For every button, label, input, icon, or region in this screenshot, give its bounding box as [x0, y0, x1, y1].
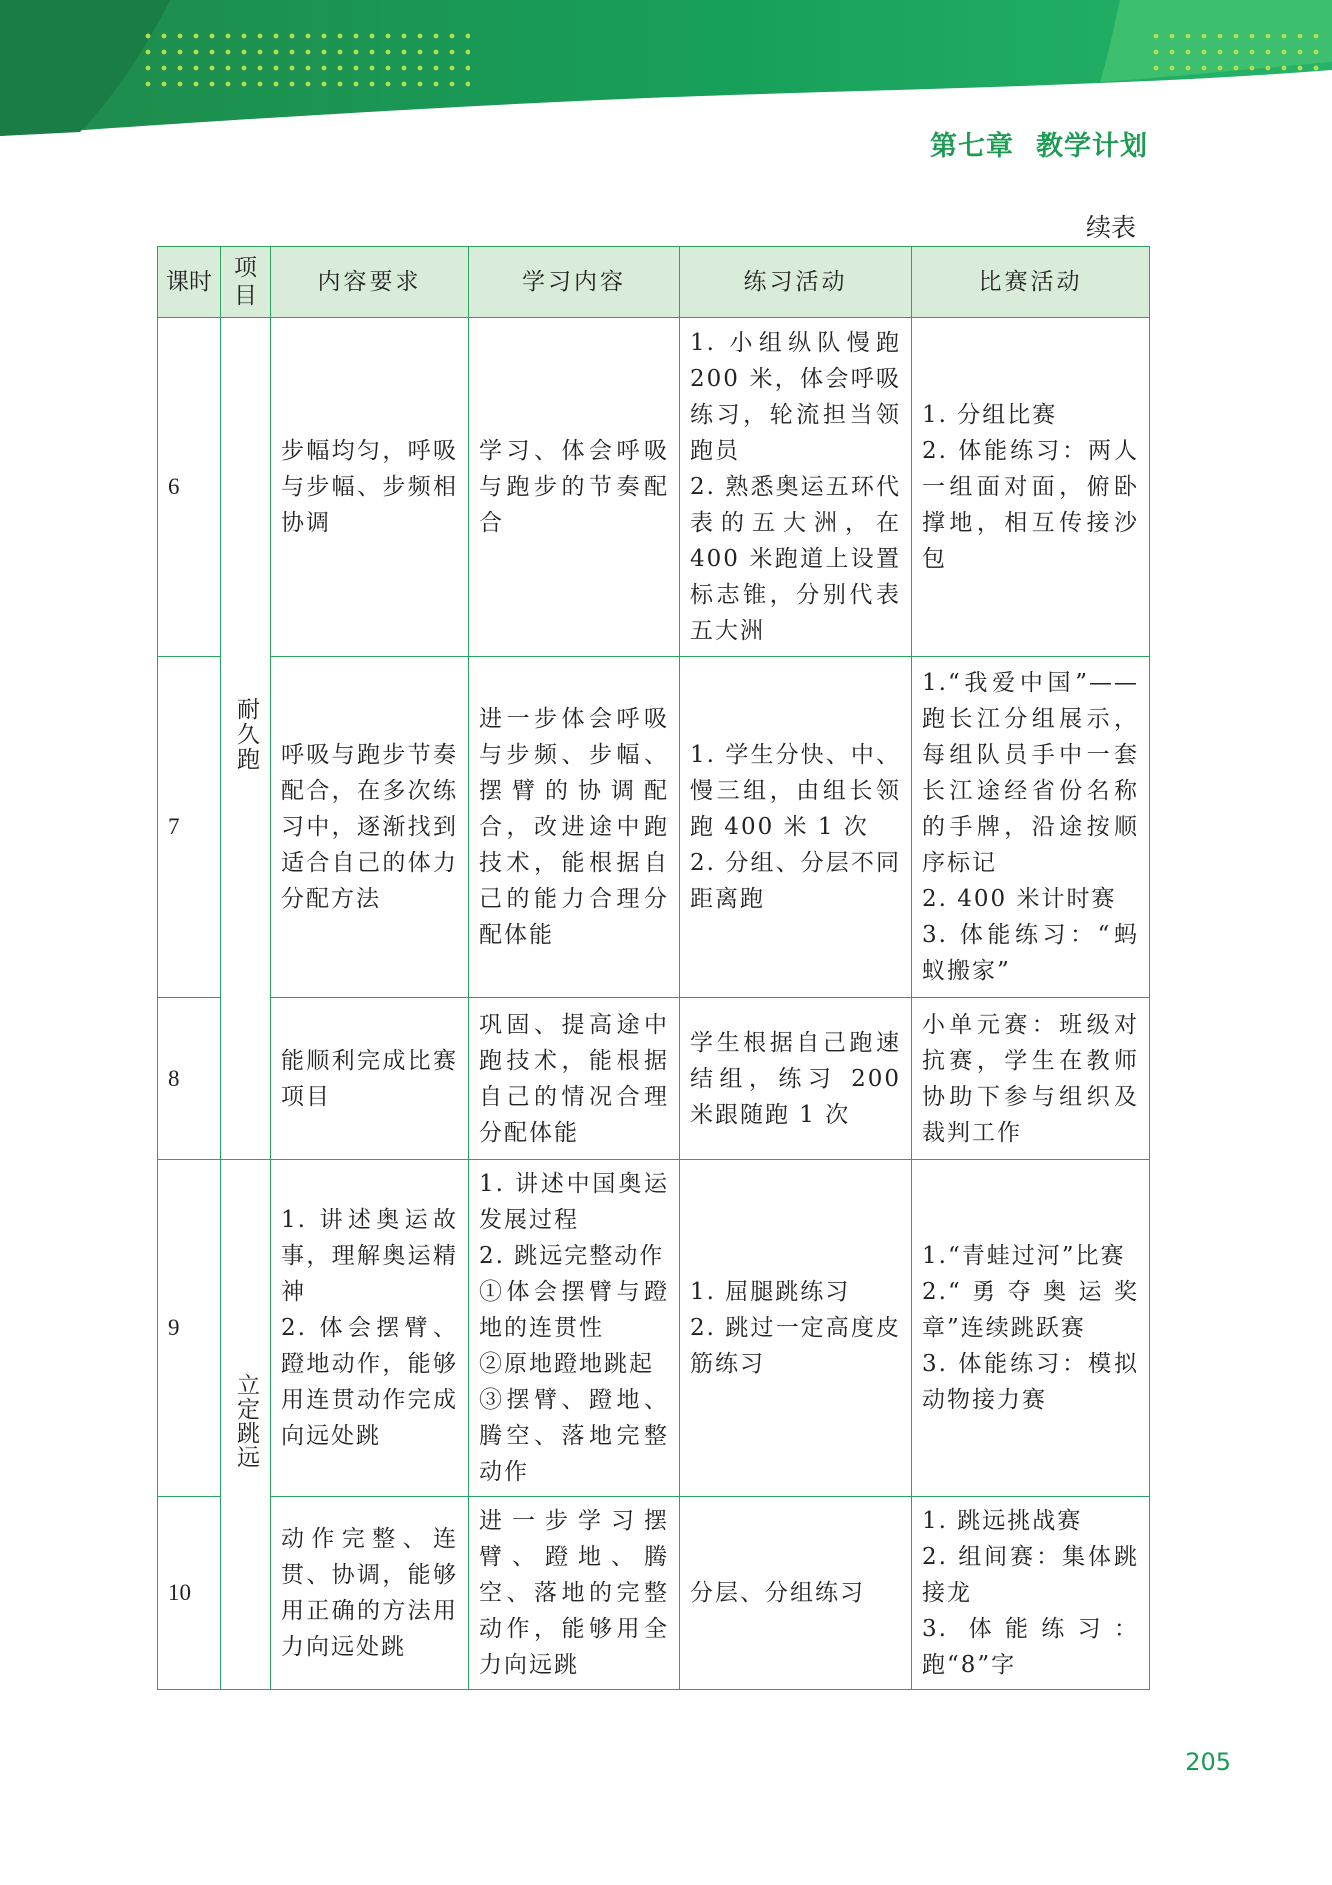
table-row: [158, 318, 1150, 657]
competition-item: 3. 体能练习：跑“8”字: [922, 1616, 1139, 1678]
competition-cell: [912, 1497, 1150, 1690]
practice-item: 2. 熟悉奥运五环代表的五大洲，在 400 米跑道上设置标志锥，分别代表五大洲: [690, 474, 901, 644]
lesson-number: 6: [158, 318, 221, 657]
project-label: 立定跳远: [233, 1372, 259, 1469]
competition-item: 3. 体能练习：模拟动物接力赛: [922, 1351, 1139, 1413]
learning-cell: 学习、体会呼吸与跑步的节奏配合: [469, 318, 680, 657]
chapter-name: 教学计划: [1036, 131, 1148, 162]
learning-item: ③摆臂、蹬地、腾空、落地完整动作: [479, 1387, 669, 1485]
continued-label: 续表: [1085, 213, 1136, 242]
learning-cell: 巩固、提高途中跑技术，能根据自己的情况合理分配体能: [469, 998, 680, 1160]
teaching-plan-table: [157, 246, 1150, 1690]
table-row: [158, 1497, 1150, 1690]
requirement-cell: 能顺利完成比赛项目: [271, 998, 469, 1160]
competition-item: 小单元赛：班级对抗赛，学生在教师协助下参与组织及裁判工作: [922, 1011, 1139, 1146]
requirement-item: 2. 体会摆臂、蹬地动作，能够用连贯动作完成向远处跳: [281, 1315, 458, 1449]
header-banner: [0, 0, 1332, 140]
practice-item: 1. 屈腿跳练习: [690, 1279, 851, 1305]
lesson-number: 9: [158, 1160, 221, 1497]
competition-item: 1. 跳远挑战赛: [922, 1508, 1083, 1534]
practice-item: 分层、分组练习: [690, 1580, 865, 1606]
competition-item: 2.“勇夺奥运奖章”连续跳跃赛: [922, 1279, 1139, 1341]
competition-item: 2. 400 米计时赛: [922, 886, 1117, 912]
header-requirement: 内容要求: [271, 247, 469, 318]
project-standing-jump: [221, 1160, 271, 1690]
competition-item: 1.“青蛙过河”比赛: [922, 1243, 1126, 1269]
practice-item: 1. 学生分快、中、慢三组，由组长领跑 400 米 1 次: [690, 742, 901, 840]
practice-item: 1. 小组纵队慢跑 200 米，体会呼吸练习，轮流担当领跑员: [690, 330, 901, 464]
practice-cell: [680, 1497, 912, 1690]
header-learning: 学习内容: [469, 247, 680, 318]
header-competition: 比赛活动: [912, 247, 1150, 318]
page-number: 205: [1185, 1748, 1231, 1776]
header-lesson: 课时: [158, 247, 221, 318]
table-row: [158, 998, 1150, 1160]
practice-cell: [680, 657, 912, 998]
project-label: 耐久跑: [233, 697, 259, 772]
header-project: 项目: [221, 247, 271, 318]
project-endurance-run: [221, 318, 271, 1160]
learning-item: 2. 跳远完整动作: [479, 1243, 665, 1269]
requirement-cell: 呼吸与跑步节奏配合，在多次练习中，逐渐找到适合自己的体力分配方法: [271, 657, 469, 998]
requirement-cell: 步幅均匀，呼吸与步幅、步频相协调: [271, 318, 469, 657]
competition-cell: [912, 657, 1150, 998]
competition-cell: [912, 318, 1150, 657]
learning-item: ①体会摆臂与蹬地的连贯性: [479, 1279, 669, 1341]
practice-cell: [680, 998, 912, 1160]
header-practice: 练习活动: [680, 247, 912, 318]
learning-item: ②原地蹬地跳起: [479, 1351, 654, 1377]
table-row: [158, 1160, 1150, 1497]
chapter-number: 第七章: [930, 131, 1014, 162]
learning-cell: 进一步体会呼吸与步频、步幅、摆臂的协调配合，改进途中跑技术，能根据自己的能力合理分配体能: [469, 657, 680, 998]
learning-cell: 进一步学习摆臂、蹬地、腾空、落地的完整动作，能够用全力向远跳: [469, 1497, 680, 1690]
table-header-row: [158, 247, 1150, 318]
chapter-title: [930, 124, 1148, 163]
practice-item: 2. 跳过一定高度皮筋练习: [690, 1315, 901, 1377]
competition-cell: [912, 998, 1150, 1160]
competition-item: 2. 体能练习：两人一组面对面，俯卧撑地，相互传接沙包: [922, 438, 1139, 572]
practice-item: 学生根据自己跑速结组，练习 200 米跟随跑 1 次: [690, 1029, 901, 1128]
competition-cell: [912, 1160, 1150, 1497]
practice-cell: [680, 318, 912, 657]
lesson-number: 10: [158, 1497, 221, 1690]
practice-cell: [680, 1160, 912, 1497]
lesson-number: 7: [158, 657, 221, 998]
requirement-cell: [271, 1160, 469, 1497]
learning-cell: [469, 1160, 680, 1497]
table-row: [158, 657, 1150, 998]
learning-item: 1. 讲述中国奥运发展过程: [479, 1171, 669, 1233]
requirement-cell: 动作完整、连贯、协调，能够用正确的方法用力向远处跳: [271, 1497, 469, 1690]
competition-item: 1. 分组比赛: [922, 402, 1058, 428]
competition-item: 2. 组间赛：集体跳接龙: [922, 1544, 1139, 1606]
practice-item: 2. 分组、分层不同距离跑: [690, 850, 901, 912]
competition-item: 3. 体能练习：“蚂蚁搬家”: [922, 922, 1139, 984]
competition-item: 1.“我爱中国”——跑长江分组展示，每组队员手中一套长江途经省份名称的手牌，沿途按顺序标记: [922, 670, 1139, 876]
requirement-item: 1. 讲述奥运故事，理解奥运精神: [281, 1207, 458, 1305]
lesson-number: 8: [158, 998, 221, 1160]
